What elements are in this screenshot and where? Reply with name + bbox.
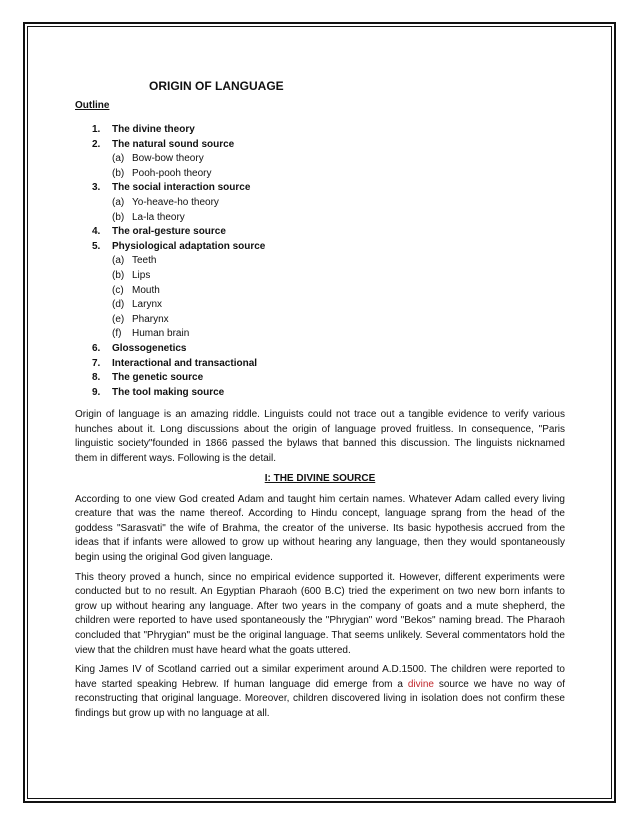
- outline-sublist: [112, 254, 565, 342]
- outline-subitem-number: (a): [112, 153, 125, 165]
- outline-item: [75, 357, 565, 372]
- section-heading: I: THE DIVINE SOURCE: [264, 472, 376, 484]
- outline-subitem-label: Human brain: [132, 328, 190, 340]
- outline-item-number: 6.: [92, 342, 101, 354]
- outline-item: [75, 225, 565, 240]
- paragraph-3: [75, 663, 565, 721]
- outline-subitem: [112, 327, 565, 342]
- outline-item: [75, 123, 565, 138]
- outline-subitem-number: (d): [112, 299, 125, 311]
- outline-item: [75, 138, 565, 182]
- outline-item: [75, 181, 565, 225]
- outline-item-label: Physiological adaptation source: [112, 240, 266, 252]
- outline-subitem-label: Pharynx: [132, 313, 169, 325]
- paragraph-1: According to one view God created Adam and taught him certain names. Whatever Adam called every living creature that was the name thereof. According to Hindu concept, language sprang from the head of the goddess "Sarasvati" the wife of Brahma, the creator of the universe. Its basic hypothesis accrued from the ideas that if infants were allowed to grow up without hearing any language, then they would spontaneously begin using the original God given language.: [75, 493, 565, 564]
- highlighted-word: divine: [407, 678, 434, 690]
- outline-subitem-label: Lips: [132, 269, 151, 281]
- outline-item-label: Interactional and transactional: [112, 357, 258, 369]
- outline-item-number: 1.: [92, 124, 101, 135]
- document-title: ORIGIN OF LANGUAGE: [149, 79, 284, 93]
- outline-item: [75, 371, 565, 386]
- outline-subitem: [112, 313, 565, 328]
- outline-item-label: The oral-gesture source: [112, 226, 226, 238]
- outline-subitem: [112, 152, 565, 167]
- paragraph-3-text-b: source we have no way of reconstructing that original language. Moreover, children discovered living in isolation does not confirm these findings but grow up with no language at all.: [75, 678, 565, 719]
- outline-heading: Outline: [75, 100, 110, 111]
- outline-item-label: The genetic source: [112, 372, 204, 384]
- outline-subitem: [112, 167, 565, 182]
- outline-item-label: The social interaction source: [112, 182, 251, 194]
- outline-sublist: [112, 152, 565, 181]
- outline-subitem-number: (b): [112, 167, 125, 179]
- outline-list: [75, 123, 565, 400]
- outline-item-number: 2.: [92, 138, 101, 150]
- outline-subitem: [112, 269, 565, 284]
- outline-subitem: [112, 298, 565, 313]
- paragraph-3-text-a: King James IV of Scotland carried out a similar experiment around A.D.1500. The children were reported to have started speaking Hebrew. If human language did emerge from a: [75, 664, 565, 690]
- outline-item-number: 8.: [92, 372, 101, 384]
- outline-item-number: 5.: [92, 240, 101, 252]
- outline-subitem-label: Larynx: [132, 299, 163, 311]
- outline-item-number: 4.: [92, 226, 101, 238]
- outline-item-label: The tool making source: [112, 386, 225, 398]
- outline-subitem: [112, 196, 565, 211]
- outline-subitem: [112, 211, 565, 226]
- outline-subitem-number: (e): [112, 313, 125, 325]
- outline-subitem-label: Teeth: [132, 255, 157, 267]
- outline-item-label: The divine theory: [112, 124, 195, 135]
- outline-item-number: 3.: [92, 182, 101, 194]
- outline-subitem-number: (b): [112, 211, 125, 223]
- outline-item: [75, 342, 565, 357]
- outline-subitem-number: (a): [112, 196, 125, 208]
- outline-item-number: 9.: [92, 386, 101, 398]
- outline-subitem-label: Bow-bow theory: [132, 153, 204, 165]
- outline-subitem-number: (b): [112, 269, 125, 281]
- outline-subitem-label: Pooh-pooh theory: [132, 167, 212, 179]
- document-body: [75, 79, 565, 727]
- outline-item: [75, 240, 565, 342]
- intro-paragraph: Origin of language is an amazing riddle. Linguists could not trace out a tangible evidence to verify various hunches about it. Long discussions about the origin of language proved fruitless. In consequence, "Paris linguistic society"founded in 1866 passed the bylaws that banned this discussion. The linguists nicknamed them in different ways. Following is the detail.: [75, 409, 565, 465]
- outline-subitem-number: (f): [112, 328, 122, 340]
- outline-subitem-label: Yo-heave-ho theory: [132, 196, 219, 208]
- outline-subitem-label: Mouth: [132, 284, 160, 296]
- outline-subitem: [112, 284, 565, 299]
- outline-item-number: 7.: [92, 357, 101, 369]
- outline-subitem: [112, 254, 565, 269]
- outline-subitem-number: (a): [112, 255, 125, 267]
- outline-item-label: Glossogenetics: [112, 342, 187, 354]
- outline-item: [75, 386, 565, 401]
- outline-subitem-label: La-la theory: [132, 211, 185, 223]
- outline-item-label: The natural sound source: [112, 138, 235, 150]
- outline-sublist: [112, 196, 565, 225]
- paragraph-2: This theory proved a hunch, since no empirical evidence supported it. However, different experiments were conducted but to no result. An Egyptian Pharaoh (600 B.C) tried the experiment on two new born infants to grow up without hearing any language. After two years in the company of goats and a mute shepherd, the children were reported to have used spontaneously the "Phrygian" word "Bekos" naming bread. The Pharaoh concluded that "Phrygian" must be the original language. That seems unlikely. Several commentators hold the view that the children must have heard what the goats uttered.: [75, 571, 565, 656]
- outline-subitem-number: (c): [112, 284, 124, 296]
